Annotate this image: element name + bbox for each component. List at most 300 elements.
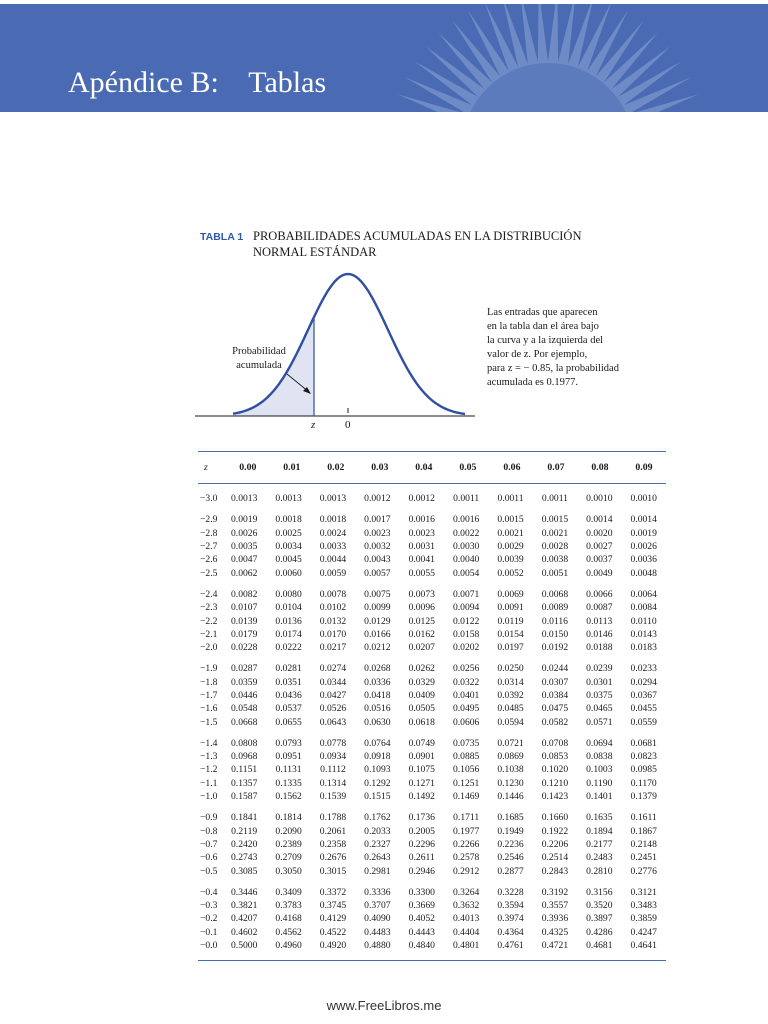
probability-cell: 0.0869 bbox=[497, 751, 524, 763]
probability-cell: 0.0024 bbox=[319, 527, 347, 539]
cumulative-label-line2: acumulada bbox=[236, 360, 282, 371]
probability-cell: 0.0735 bbox=[452, 737, 480, 749]
probability-cell: 0.1922 bbox=[541, 825, 569, 837]
probability-cell: 0.0951 bbox=[275, 751, 302, 763]
table-row bbox=[198, 628, 666, 641]
sunburst-ray bbox=[538, 4, 549, 70]
note-line: valor de z. Por ejemplo, bbox=[487, 349, 588, 360]
table-row bbox=[198, 886, 666, 899]
probability-cell: 0.1977 bbox=[452, 825, 480, 837]
probability-cell: 0.0217 bbox=[319, 642, 347, 654]
z-value-cell: −0.1 bbox=[200, 926, 218, 938]
table-row bbox=[198, 825, 666, 838]
probability-cell: 0.0025 bbox=[275, 527, 302, 539]
probability-cell: 0.1357 bbox=[231, 777, 258, 789]
table-row bbox=[198, 614, 666, 627]
probability-cell: 0.0036 bbox=[630, 554, 657, 566]
probability-cell: 0.0202 bbox=[452, 642, 480, 654]
table-row bbox=[198, 750, 666, 763]
probability-cell: 0.4325 bbox=[541, 926, 569, 938]
probability-cell: 0.0901 bbox=[408, 751, 435, 763]
probability-cell: 0.0537 bbox=[275, 703, 302, 715]
z-value-cell: −0.9 bbox=[200, 812, 218, 824]
probability-cell: 0.1190 bbox=[586, 777, 613, 789]
probability-cell: 0.0475 bbox=[541, 703, 569, 715]
probability-cell: 0.1271 bbox=[408, 777, 435, 789]
probability-cell: 0.4247 bbox=[630, 926, 657, 938]
row-group bbox=[198, 662, 666, 728]
row-group bbox=[198, 811, 666, 877]
table-row bbox=[198, 851, 666, 864]
probability-cell: 0.0446 bbox=[231, 690, 258, 701]
probability-cell: 0.0853 bbox=[541, 751, 569, 763]
column-header: 0.01 bbox=[283, 462, 301, 473]
probability-cell: 0.1314 bbox=[319, 777, 347, 789]
probability-cell: 0.4880 bbox=[364, 940, 391, 952]
column-header: 0.03 bbox=[371, 462, 389, 473]
z-value-cell: −3.0 bbox=[200, 493, 218, 505]
column-header: 0.09 bbox=[635, 462, 653, 473]
probability-cell: 0.0594 bbox=[497, 716, 524, 728]
z-value-cell: −1.3 bbox=[200, 751, 218, 763]
probability-cell: 0.0262 bbox=[408, 663, 435, 675]
probability-cell: 0.1230 bbox=[497, 777, 524, 789]
probability-cell: 0.0139 bbox=[231, 615, 258, 627]
table-row bbox=[198, 566, 666, 579]
probability-cell: 0.0041 bbox=[408, 554, 435, 566]
probability-cell: 0.0314 bbox=[497, 676, 524, 688]
probability-cell: 0.3156 bbox=[586, 886, 613, 898]
probability-cell: 0.1515 bbox=[364, 791, 391, 803]
normal-curve-figure bbox=[195, 262, 475, 422]
probability-cell: 0.0985 bbox=[630, 764, 657, 776]
probability-cell: 0.4364 bbox=[497, 926, 524, 938]
probability-cell: 0.0934 bbox=[319, 751, 347, 763]
table-row bbox=[198, 737, 666, 750]
probability-cell: 0.4840 bbox=[408, 940, 435, 952]
probability-cell: 0.0026 bbox=[231, 527, 258, 539]
probability-cell: 0.4641 bbox=[630, 940, 657, 952]
probability-cell: 0.2877 bbox=[497, 865, 524, 877]
probability-cell: 0.0244 bbox=[541, 663, 569, 675]
probability-cell: 0.0505 bbox=[408, 703, 435, 715]
probability-cell: 0.0028 bbox=[541, 541, 569, 553]
probability-cell: 0.0013 bbox=[275, 493, 302, 505]
probability-cell: 0.0043 bbox=[364, 554, 391, 566]
probability-cell: 0.3228 bbox=[497, 886, 524, 898]
probability-cell: 0.0823 bbox=[630, 751, 657, 763]
probability-cell: 0.2177 bbox=[586, 838, 613, 850]
probability-cell: 0.0104 bbox=[275, 602, 302, 614]
probability-cell: 0.0122 bbox=[452, 615, 480, 627]
probability-cell: 0.0015 bbox=[497, 514, 524, 526]
probability-cell: 0.0668 bbox=[231, 716, 258, 728]
probability-cell: 0.3936 bbox=[541, 913, 569, 925]
z-value-cell: −0.4 bbox=[200, 886, 218, 898]
probability-cell: 0.2090 bbox=[275, 825, 302, 837]
probability-cell: 0.4090 bbox=[364, 913, 391, 925]
probability-cell: 0.0044 bbox=[319, 554, 347, 566]
z-value-cell: −1.4 bbox=[200, 737, 218, 749]
probability-cell: 0.4562 bbox=[275, 926, 302, 938]
probability-cell: 0.0096 bbox=[408, 602, 435, 614]
probability-cell: 0.0048 bbox=[630, 567, 657, 579]
probability-cell: 0.5000 bbox=[231, 940, 258, 952]
probability-cell: 0.0418 bbox=[364, 690, 391, 701]
probability-cell: 0.0307 bbox=[541, 676, 569, 688]
probability-cell: 0.4052 bbox=[408, 913, 435, 925]
table-row bbox=[198, 588, 666, 601]
z-value-cell: −0.2 bbox=[200, 913, 218, 925]
z-value-cell: −2.7 bbox=[200, 541, 218, 553]
probability-cell: 0.0222 bbox=[275, 642, 302, 654]
probability-cell: 0.0179 bbox=[231, 628, 258, 640]
probability-cell: 0.1131 bbox=[275, 764, 302, 776]
probability-cell: 0.0150 bbox=[541, 628, 569, 640]
table-row bbox=[198, 492, 666, 505]
probability-cell: 0.0582 bbox=[541, 716, 569, 728]
probability-cell: 0.0375 bbox=[586, 690, 613, 701]
probability-cell: 0.2743 bbox=[231, 852, 258, 864]
z-value-cell: −0.7 bbox=[200, 838, 218, 850]
z-value-cell: −1.9 bbox=[200, 663, 218, 675]
probability-cell: 0.3192 bbox=[541, 886, 569, 898]
probability-cell: 0.0027 bbox=[586, 541, 613, 553]
probability-cell: 0.2843 bbox=[541, 865, 569, 877]
probability-cell: 0.0548 bbox=[231, 703, 258, 715]
probability-cell: 0.0322 bbox=[452, 676, 480, 688]
probability-cell: 0.0012 bbox=[364, 493, 391, 505]
probability-cell: 0.3821 bbox=[231, 900, 258, 912]
probability-cell: 0.0010 bbox=[586, 493, 613, 505]
probability-cell: 0.0032 bbox=[364, 541, 391, 553]
probability-cell: 0.0060 bbox=[275, 567, 302, 579]
probability-cell: 0.0281 bbox=[275, 663, 302, 675]
probability-cell: 0.3264 bbox=[452, 886, 480, 898]
probability-cell: 0.0329 bbox=[408, 676, 435, 688]
row-group bbox=[198, 513, 666, 579]
probability-cell: 0.0559 bbox=[630, 716, 657, 728]
probability-cell: 0.0125 bbox=[408, 615, 435, 627]
table-row bbox=[198, 864, 666, 877]
row-group bbox=[198, 886, 666, 952]
probability-cell: 0.1562 bbox=[275, 791, 302, 803]
probability-cell: 0.2327 bbox=[364, 838, 391, 850]
probability-cell: 0.1539 bbox=[319, 791, 347, 803]
table-row bbox=[198, 811, 666, 824]
probability-cell: 0.0838 bbox=[586, 751, 613, 763]
probability-cell: 0.1170 bbox=[630, 777, 657, 789]
probability-cell: 0.1210 bbox=[541, 777, 569, 789]
table-title bbox=[253, 228, 633, 260]
probability-cell: 0.0465 bbox=[586, 703, 613, 715]
column-header: 0.05 bbox=[459, 462, 477, 473]
table-row bbox=[198, 912, 666, 925]
probability-cell: 0.1841 bbox=[231, 812, 258, 824]
probability-cell: 0.0068 bbox=[541, 588, 569, 600]
probability-cell: 0.3050 bbox=[275, 865, 302, 877]
probability-cell: 0.3707 bbox=[364, 900, 391, 912]
probability-cell: 0.0495 bbox=[452, 703, 480, 715]
probability-cell: 0.0571 bbox=[586, 716, 613, 728]
probability-cell: 0.2236 bbox=[497, 838, 524, 850]
probability-cell: 0.0054 bbox=[452, 567, 480, 579]
probability-cell: 0.0233 bbox=[630, 663, 657, 675]
probability-cell: 0.4443 bbox=[408, 926, 435, 938]
probability-cell: 0.0154 bbox=[497, 628, 524, 640]
probability-cell: 0.3483 bbox=[630, 900, 657, 912]
probability-cell: 0.4761 bbox=[497, 940, 524, 952]
probability-cell: 0.0630 bbox=[364, 716, 391, 728]
probability-cell: 0.1469 bbox=[452, 791, 480, 803]
probability-cell: 0.2119 bbox=[231, 825, 258, 837]
z-value-cell: −0.5 bbox=[200, 865, 218, 877]
probability-cell: 0.0059 bbox=[319, 567, 347, 579]
z-value-cell: −2.1 bbox=[200, 628, 218, 640]
column-header: 0.06 bbox=[503, 462, 521, 473]
table-header-row bbox=[198, 452, 666, 484]
z-value-cell: −2.2 bbox=[200, 615, 218, 627]
probability-cell: 0.1379 bbox=[630, 791, 657, 803]
probability-cell: 0.2420 bbox=[231, 838, 258, 850]
z-value-cell: −2.4 bbox=[200, 588, 218, 600]
table-row bbox=[198, 601, 666, 614]
probability-cell: 0.1894 bbox=[586, 825, 613, 837]
probability-cell: 0.0392 bbox=[497, 690, 524, 701]
column-header: 0.07 bbox=[547, 462, 565, 473]
probability-cell: 0.0018 bbox=[275, 514, 302, 526]
probability-cell: 0.0287 bbox=[231, 663, 258, 675]
probability-cell: 0.1867 bbox=[630, 825, 657, 837]
probability-cell: 0.0089 bbox=[541, 602, 569, 614]
probability-cell: 0.3594 bbox=[497, 900, 524, 912]
probability-cell: 0.0023 bbox=[408, 527, 435, 539]
table-row bbox=[198, 540, 666, 553]
probability-cell: 0.1587 bbox=[231, 791, 258, 803]
probability-cell: 0.0055 bbox=[408, 567, 435, 579]
cumulative-probability-table bbox=[198, 451, 666, 961]
probability-cell: 0.0049 bbox=[586, 567, 613, 579]
probability-cell: 0.0110 bbox=[630, 615, 657, 627]
z-value-cell: −1.8 bbox=[200, 676, 218, 688]
probability-cell: 0.0192 bbox=[541, 642, 569, 654]
probability-cell: 0.0968 bbox=[231, 751, 258, 763]
probability-cell: 0.0038 bbox=[541, 554, 569, 566]
probability-cell: 0.0526 bbox=[319, 703, 347, 715]
probability-cell: 0.1788 bbox=[319, 812, 347, 824]
probability-cell: 0.0274 bbox=[319, 663, 347, 675]
table-row bbox=[198, 513, 666, 526]
probability-cell: 0.0019 bbox=[630, 527, 657, 539]
probability-cell: 0.2389 bbox=[275, 838, 302, 850]
probability-cell: 0.2005 bbox=[408, 825, 435, 837]
probability-cell: 0.2206 bbox=[541, 838, 569, 850]
probability-cell: 0.0694 bbox=[586, 737, 613, 749]
probability-cell: 0.0721 bbox=[497, 737, 524, 749]
probability-cell: 0.3557 bbox=[541, 900, 569, 912]
probability-cell: 0.1038 bbox=[497, 764, 524, 776]
probability-cell: 0.2266 bbox=[452, 838, 480, 850]
table-row bbox=[198, 676, 666, 689]
z-value-cell: −1.2 bbox=[200, 764, 218, 776]
probability-cell: 0.2296 bbox=[408, 838, 435, 850]
probability-cell: 0.0020 bbox=[586, 527, 613, 539]
probability-cell: 0.2578 bbox=[452, 852, 480, 864]
probability-cell: 0.4801 bbox=[452, 940, 480, 952]
probability-cell: 0.0035 bbox=[231, 541, 258, 553]
probability-cell: 0.3897 bbox=[586, 913, 613, 925]
probability-cell: 0.0256 bbox=[452, 663, 480, 675]
probability-cell: 0.2776 bbox=[630, 865, 657, 877]
z-axis-label: z bbox=[311, 419, 316, 431]
probability-cell: 0.3446 bbox=[231, 886, 258, 898]
probability-cell: 0.0401 bbox=[452, 690, 480, 701]
z-value-cell: −1.7 bbox=[200, 690, 218, 701]
probability-cell: 0.2912 bbox=[452, 865, 480, 877]
note-line: en la tabla dan el área bajo bbox=[487, 321, 599, 332]
probability-cell: 0.0606 bbox=[452, 716, 480, 728]
probability-cell: 0.0045 bbox=[275, 554, 302, 566]
table-body bbox=[198, 492, 666, 952]
probability-cell: 0.1492 bbox=[408, 791, 435, 803]
probability-cell: 0.0708 bbox=[541, 737, 569, 749]
probability-cell: 0.3121 bbox=[630, 886, 657, 898]
probability-cell: 0.0016 bbox=[452, 514, 480, 526]
probability-cell: 0.0749 bbox=[408, 737, 435, 749]
probability-cell: 0.0808 bbox=[231, 737, 258, 749]
probability-cell: 0.3336 bbox=[364, 886, 391, 898]
probability-cell: 0.0146 bbox=[586, 628, 613, 640]
probability-cell: 0.0778 bbox=[319, 737, 347, 749]
probability-cell: 0.2033 bbox=[364, 825, 391, 837]
row-group bbox=[198, 588, 666, 654]
probability-cell: 0.0113 bbox=[586, 615, 613, 627]
footer-url: www.FreeLibros.me bbox=[326, 998, 442, 1013]
table-row bbox=[198, 641, 666, 654]
probability-cell: 0.0516 bbox=[364, 703, 391, 715]
probability-cell: 0.0021 bbox=[541, 527, 569, 539]
probability-cell: 0.0409 bbox=[408, 690, 435, 701]
probability-cell: 0.0136 bbox=[275, 615, 302, 627]
probability-cell: 0.1151 bbox=[231, 764, 258, 776]
probability-cell: 0.0427 bbox=[319, 690, 347, 701]
table-number-label: TABLA 1 bbox=[200, 231, 244, 243]
probability-cell: 0.0367 bbox=[630, 690, 657, 701]
probability-cell: 0.0268 bbox=[364, 663, 391, 675]
probability-cell: 0.4681 bbox=[586, 940, 613, 952]
probability-cell: 0.1251 bbox=[452, 777, 480, 789]
probability-cell: 0.0158 bbox=[452, 628, 480, 640]
probability-cell: 0.1949 bbox=[497, 825, 524, 837]
probability-cell: 0.0034 bbox=[275, 541, 302, 553]
table-row bbox=[198, 777, 666, 790]
probability-cell: 0.1292 bbox=[364, 777, 391, 789]
table-row bbox=[198, 662, 666, 675]
probability-cell: 0.0618 bbox=[408, 716, 435, 728]
z-value-cell: −1.5 bbox=[200, 716, 218, 728]
probability-cell: 0.4483 bbox=[364, 926, 391, 938]
probability-cell: 0.0091 bbox=[497, 602, 524, 614]
z-value-cell: −1.1 bbox=[200, 777, 218, 789]
probability-cell: 0.1423 bbox=[541, 791, 569, 803]
probability-cell: 0.0197 bbox=[497, 642, 524, 654]
probability-cell: 0.0013 bbox=[231, 493, 258, 505]
row-group bbox=[198, 492, 666, 505]
probability-cell: 0.0073 bbox=[408, 588, 435, 600]
probability-cell: 0.1762 bbox=[364, 812, 391, 824]
z-value-cell: −2.9 bbox=[200, 514, 218, 526]
probability-cell: 0.2981 bbox=[364, 865, 391, 877]
note-line: Las entradas que aparecen bbox=[487, 307, 598, 318]
probability-cell: 0.0107 bbox=[231, 602, 258, 614]
z-value-cell: −2.5 bbox=[200, 567, 218, 579]
table-row bbox=[198, 790, 666, 803]
probability-cell: 0.0066 bbox=[586, 588, 613, 600]
table-row bbox=[198, 527, 666, 540]
probability-cell: 0.0212 bbox=[364, 642, 391, 654]
probability-cell: 0.2709 bbox=[275, 852, 302, 864]
column-header: 0.04 bbox=[415, 462, 433, 473]
probability-cell: 0.0022 bbox=[452, 527, 480, 539]
probability-cell: 0.3859 bbox=[630, 913, 657, 925]
probability-cell: 0.0078 bbox=[319, 588, 347, 600]
probability-cell: 0.0062 bbox=[231, 567, 258, 579]
probability-cell: 0.0057 bbox=[364, 567, 391, 579]
probability-cell: 0.0918 bbox=[364, 751, 391, 763]
probability-cell: 0.3669 bbox=[408, 900, 435, 912]
probability-cell: 0.3745 bbox=[319, 900, 347, 912]
probability-cell: 0.0014 bbox=[630, 514, 657, 526]
table-explanation-note bbox=[487, 306, 657, 390]
probability-cell: 0.4920 bbox=[319, 940, 347, 952]
probability-cell: 0.4522 bbox=[319, 926, 347, 938]
probability-cell: 0.0010 bbox=[630, 493, 657, 505]
probability-cell: 0.0455 bbox=[630, 703, 657, 715]
column-header: 0.08 bbox=[591, 462, 609, 473]
table-row bbox=[198, 838, 666, 851]
probability-cell: 0.4286 bbox=[586, 926, 613, 938]
table-row bbox=[198, 689, 666, 702]
probability-cell: 0.0099 bbox=[364, 602, 391, 614]
probability-cell: 0.0436 bbox=[275, 690, 302, 701]
probability-cell: 0.0051 bbox=[541, 567, 569, 579]
probability-cell: 0.0384 bbox=[541, 690, 569, 701]
probability-cell: 0.1446 bbox=[497, 791, 524, 803]
probability-cell: 0.2546 bbox=[497, 852, 524, 864]
probability-cell: 0.0084 bbox=[630, 602, 657, 614]
probability-cell: 0.0011 bbox=[541, 493, 568, 505]
probability-cell: 0.3974 bbox=[497, 913, 524, 925]
probability-cell: 0.4404 bbox=[452, 926, 480, 938]
probability-cell: 0.0239 bbox=[586, 663, 613, 675]
probability-cell: 0.0336 bbox=[364, 676, 391, 688]
column-header: 0.02 bbox=[327, 462, 345, 473]
row-group bbox=[198, 737, 666, 803]
probability-cell: 0.0064 bbox=[630, 588, 657, 600]
probability-cell: 0.0485 bbox=[497, 703, 524, 715]
probability-cell: 0.1685 bbox=[497, 812, 524, 824]
note-line: acumulada es 0.1977. bbox=[487, 377, 578, 388]
probability-cell: 0.0132 bbox=[319, 615, 347, 627]
table-row bbox=[198, 715, 666, 728]
probability-cell: 0.0052 bbox=[497, 567, 524, 579]
probability-cell: 0.1112 bbox=[320, 764, 346, 776]
probability-cell: 0.2148 bbox=[630, 838, 657, 850]
probability-cell: 0.1335 bbox=[275, 777, 302, 789]
probability-cell: 0.3300 bbox=[408, 886, 435, 898]
probability-cell: 0.0015 bbox=[541, 514, 569, 526]
probability-cell: 0.0017 bbox=[364, 514, 391, 526]
